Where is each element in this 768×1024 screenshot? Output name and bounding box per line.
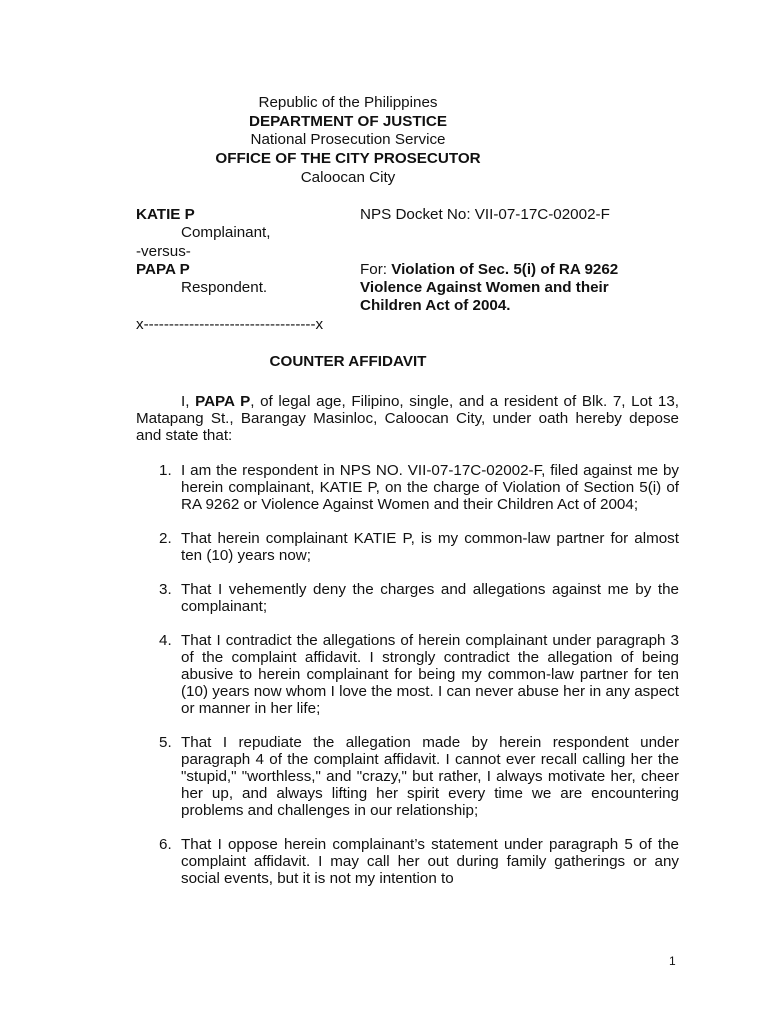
header-city: Caloocan City [300,168,396,186]
paragraph-item [159,836,679,887]
intro-before: I, [181,393,196,410]
paragraph-number: 6. [159,836,172,853]
paragraph-text: That I vehemently deny the charges and allegations against me by the complainant; [181,581,679,615]
paragraph-number: 1. [159,462,172,479]
charge-text-1: Violation of Sec. 5(i) of RA 9262 [391,260,619,278]
case-caption [136,206,696,334]
paragraph-item [159,581,679,615]
header-service: National Prosecution Service [250,131,446,149]
versus-label: -versus- [136,242,191,260]
paragraph-text: That I contradict the allegations of herein complainant under paragraph 3 of the complaint affidavit. I strongly contradict the allegation of being abusive to herein complainant for being my common-law partner for ten (10) years now whom I love the most. I can never abuse her in any aspect or manner in her life; [181,632,679,717]
complainant-role: Complainant, [181,224,271,242]
charge-line-2: Violence Against Women and their [360,279,609,297]
charge-line-1 [360,261,618,279]
respondent-name: PAPA P [136,260,190,278]
header-republic: Republic of the Philippines [258,94,438,111]
header-department: DEPARTMENT OF JUSTICE [248,112,447,130]
complainant-name: KATIE P [136,206,195,223]
paragraph-text: That herein complainant KATIE P, is my common-law partner for almost ten (10) years now; [181,530,679,564]
numbered-paragraphs [159,462,679,887]
paragraph-text: I am the respondent in NPS NO. VII-07-17C-02002-F, filed against me by herein complainant, KATIE P, on the charge of Violation of Section 5(i) of RA 9262 or Violence Against Women and their Children Act of 2004; [181,462,679,513]
caption-separator: x----------------------------------x [136,315,324,333]
paragraph-item [159,632,679,717]
paragraph-text: That I oppose herein complainant’s statement under paragraph 5 of the complaint affidavit. I may call her out during family gatherings or any social events, but it is not my intention to [181,836,679,887]
for-label: For: [360,260,392,278]
docket-number: NPS Docket No: VII-07-17C-02002-F [360,206,610,223]
page-number: 1 [669,954,676,968]
paragraph-number: 5. [159,734,172,751]
charge-line-3: Children Act of 2004. [360,297,511,315]
paragraph-number: 3. [159,581,172,598]
document-title: COUNTER AFFIDAVIT [269,353,427,370]
header-office: OFFICE OF THE CITY PROSECUTOR [215,150,481,168]
paragraph-number: 4. [159,632,172,649]
paragraph-item [159,530,679,564]
paragraph-item [159,462,679,513]
intro-paragraph [136,393,679,444]
document-header [0,94,696,187]
paragraph-number: 2. [159,530,172,547]
respondent-role: Respondent. [181,279,268,297]
paragraph-item [159,734,679,819]
affiant-name: PAPA P [195,393,251,410]
paragraph-text: That I repudiate the allegation made by herein respondent under paragraph 4 of the complaint affidavit. I cannot ever recall calling her the "stupid," "worthless," and "crazy," but rather, I always motivate her, cheer her up, and always lifting her spirit every time we are encountering problems and challenges in our relationship; [181,734,679,819]
intro-after: , of legal age, Filipino, single, and a resident of Blk. 7, Lot 13, Matapang St., Barangay Masinloc, Caloocan City, under oath hereby depose and state that: [136,393,679,444]
